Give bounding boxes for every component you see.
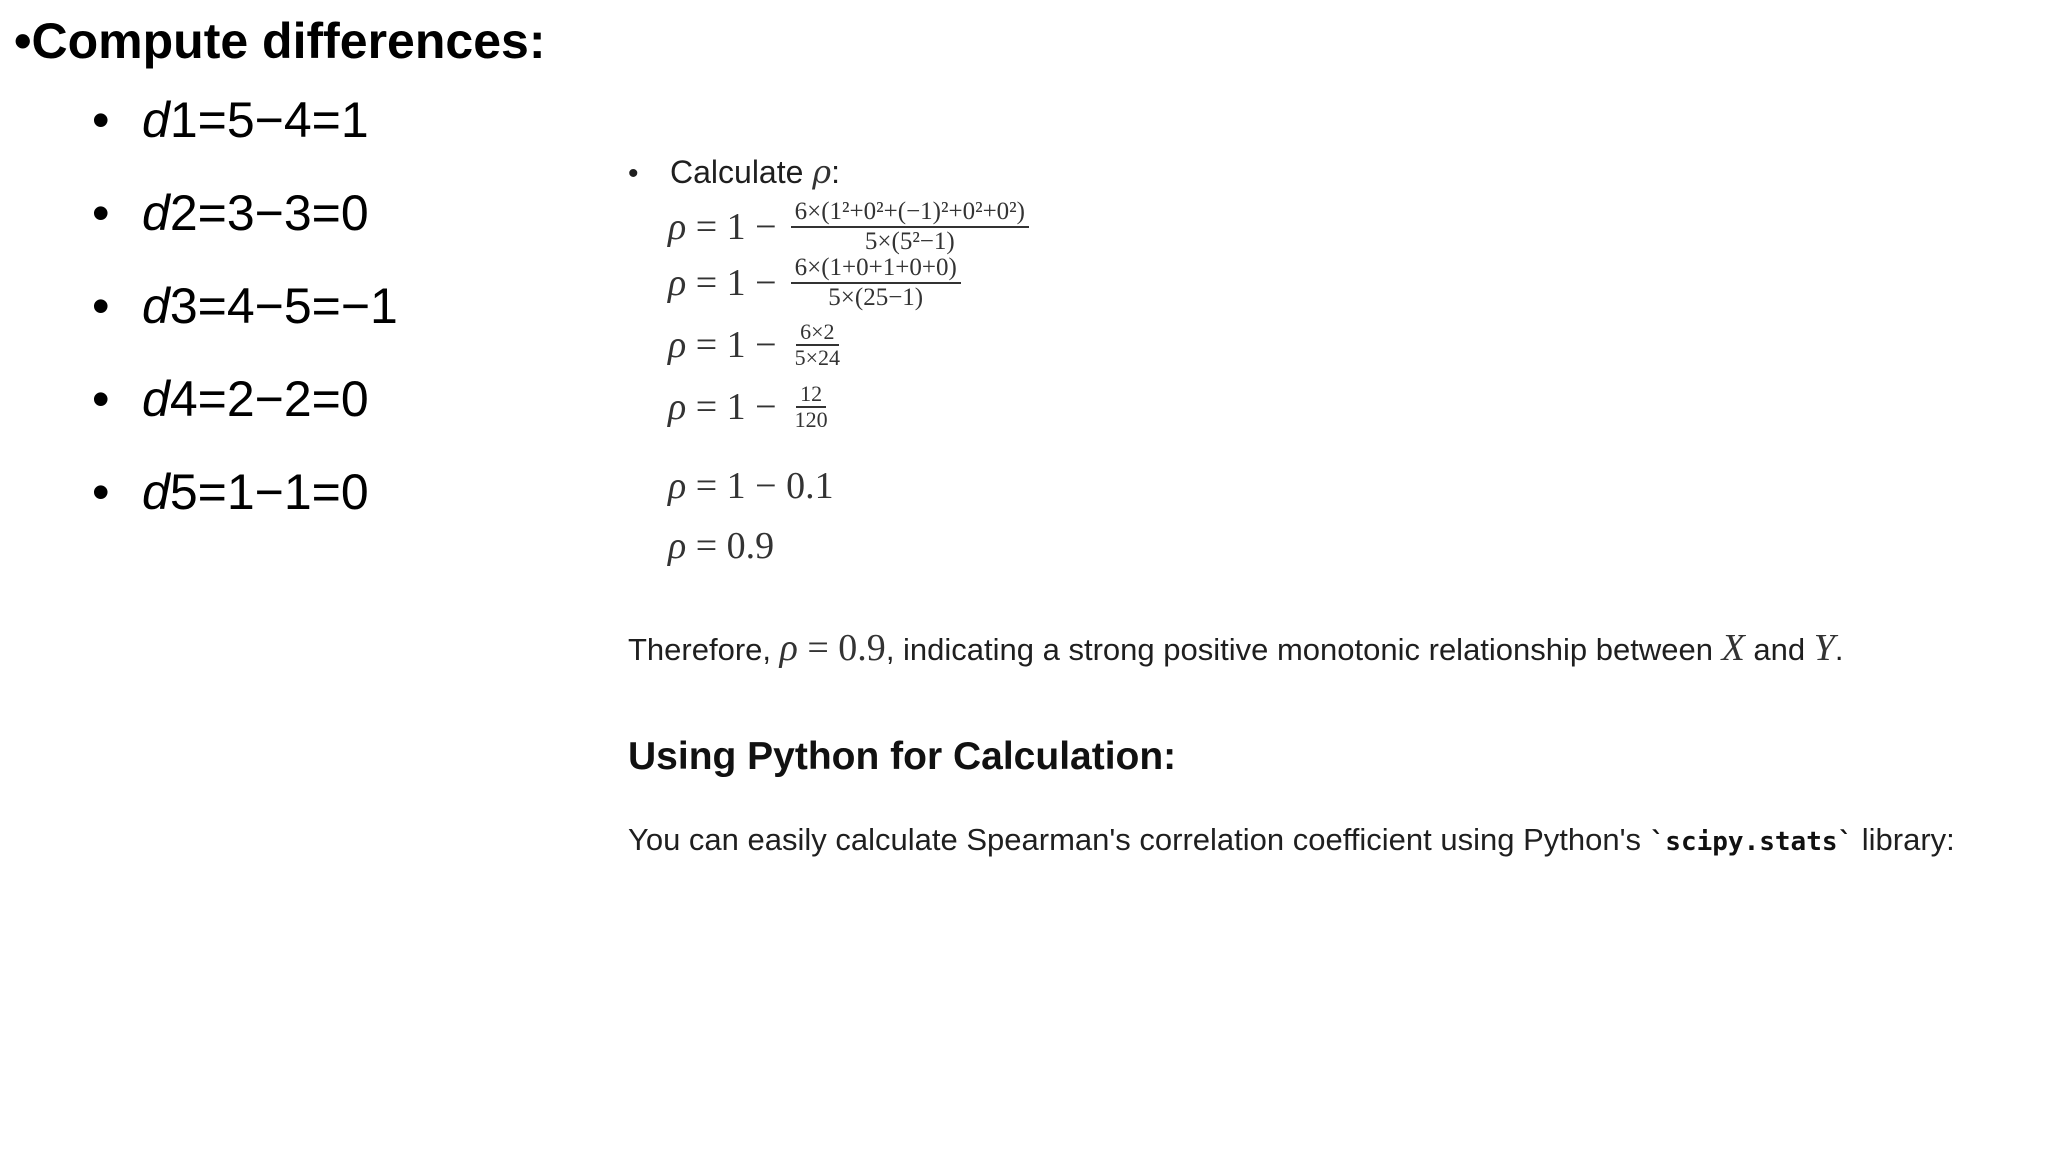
fraction-numerator: 12 bbox=[796, 382, 826, 408]
equation-line bbox=[668, 464, 834, 508]
calculate-rho-bullet bbox=[628, 150, 840, 196]
fraction-denominator: 5×(5²−1) bbox=[864, 228, 955, 255]
conclusion-suffix: . bbox=[1834, 632, 1844, 667]
bullet-icon: • bbox=[92, 464, 110, 520]
equation-rhs: = 1 − bbox=[686, 324, 777, 366]
fraction-numerator: 6×(1+0+1+0+0) bbox=[791, 254, 961, 284]
rho-symbol: ρ bbox=[812, 153, 832, 191]
library-code: `scipy.stats` bbox=[1649, 827, 1854, 857]
conclusion-prefix: Therefore, bbox=[628, 632, 780, 667]
difference-expression: 2=3−3=0 bbox=[169, 185, 369, 241]
variable-x: X bbox=[1721, 627, 1745, 669]
conclusion-middle: , indicating a strong positive monotonic relationship between bbox=[885, 632, 1722, 667]
equation-rhs: = 1 − bbox=[686, 206, 777, 248]
variable-y: Y bbox=[1813, 627, 1835, 669]
bullet-icon: • bbox=[92, 92, 110, 148]
calculate-label: Calculate bbox=[670, 154, 813, 190]
rho-value: = 0.9 bbox=[797, 627, 886, 669]
calculate-colon: : bbox=[831, 154, 840, 190]
equation-rhs: = 1 − 0.1 bbox=[686, 465, 834, 507]
difference-item bbox=[92, 276, 398, 369]
fraction-denominator: 5×24 bbox=[794, 345, 841, 370]
fraction-denominator: 5×(25−1) bbox=[828, 284, 924, 311]
rho-symbol: ρ bbox=[668, 262, 687, 304]
equation-rhs: = 0.9 bbox=[686, 525, 775, 567]
bullet-icon: • bbox=[628, 157, 639, 190]
difference-expression: 3=4−5=−1 bbox=[169, 278, 398, 334]
fraction-numerator: 6×(1²+0²+(−1)²+0²+0²) bbox=[791, 198, 1029, 228]
difference-expression: 4=2−2=0 bbox=[169, 371, 369, 427]
bullet-icon: • bbox=[92, 278, 110, 334]
rho-symbol: ρ bbox=[668, 525, 687, 567]
conclusion-paragraph bbox=[628, 626, 1844, 672]
equation-line bbox=[668, 382, 832, 432]
equation-rhs: = 1 − bbox=[686, 386, 777, 428]
python-text-after: library: bbox=[1853, 822, 1955, 857]
bullet-icon: • bbox=[92, 185, 110, 241]
rho-symbol: ρ bbox=[668, 386, 687, 428]
python-section-text bbox=[628, 818, 1955, 864]
fraction bbox=[791, 198, 1029, 256]
difference-expression: 1=5−4=1 bbox=[169, 92, 369, 148]
fraction bbox=[791, 254, 961, 312]
python-text-before: You can easily calculate Spearman's correlation coefficient using Python's bbox=[628, 822, 1650, 857]
difference-variable: d bbox=[142, 371, 170, 427]
equation-rhs: = 1 − bbox=[686, 262, 777, 304]
python-section-heading: Using Python for Calculation: bbox=[628, 735, 1177, 778]
difference-item bbox=[92, 369, 398, 462]
rho-symbol: ρ bbox=[668, 206, 687, 248]
difference-variable: d bbox=[142, 92, 170, 148]
differences-list bbox=[92, 90, 398, 555]
fraction bbox=[791, 382, 832, 432]
bullet-icon: • bbox=[92, 371, 110, 427]
difference-item bbox=[92, 462, 398, 555]
equation-line bbox=[668, 524, 774, 568]
rho-symbol: ρ bbox=[779, 627, 798, 669]
conclusion-and: and bbox=[1744, 632, 1814, 667]
equation-line bbox=[668, 320, 844, 370]
section-heading: •Compute differences: bbox=[14, 13, 546, 69]
fraction-denominator: 120 bbox=[794, 407, 828, 432]
difference-variable: d bbox=[142, 185, 170, 241]
difference-item bbox=[92, 183, 398, 276]
difference-expression: 5=1−1=0 bbox=[169, 464, 369, 520]
difference-item bbox=[92, 90, 398, 183]
rho-symbol: ρ bbox=[668, 465, 687, 507]
equation-line bbox=[668, 198, 1029, 256]
equation-line bbox=[668, 254, 961, 312]
difference-variable: d bbox=[142, 278, 170, 334]
fraction bbox=[791, 320, 844, 370]
difference-variable: d bbox=[142, 464, 170, 520]
rho-symbol: ρ bbox=[668, 324, 687, 366]
fraction-numerator: 6×2 bbox=[796, 320, 838, 346]
